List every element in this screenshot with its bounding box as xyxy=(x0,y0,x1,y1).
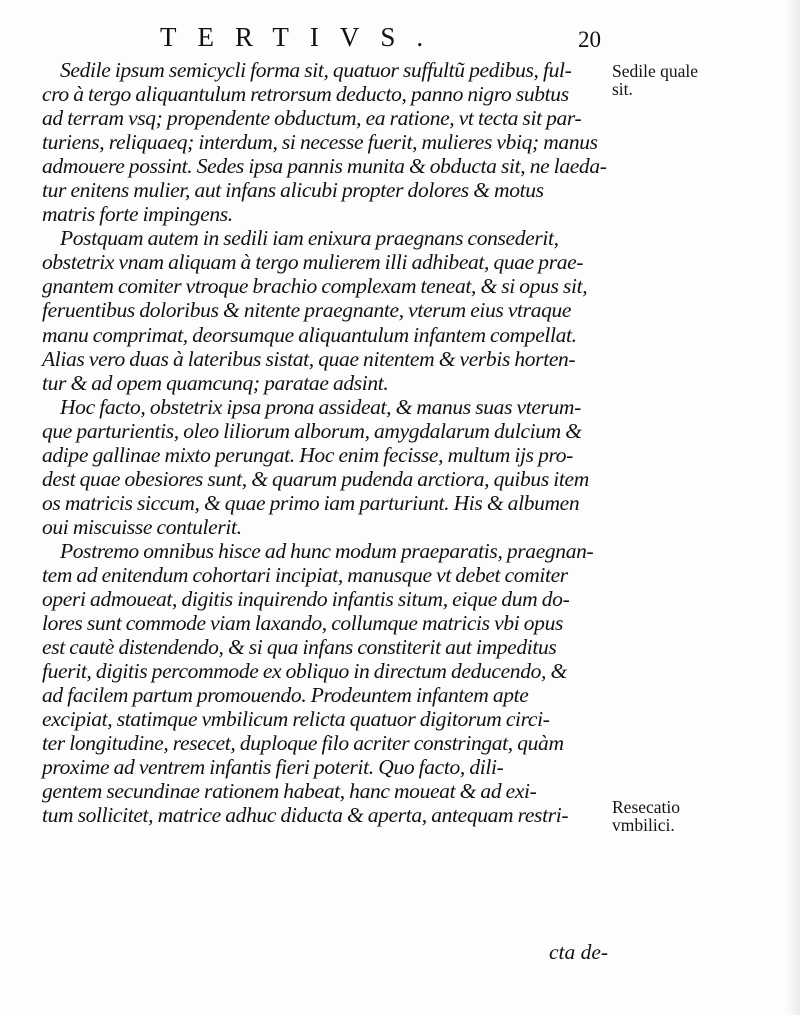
text-line: tur enitens mulier, aut infans alicubi propter dolores & motus xyxy=(42,178,544,203)
text-line: tem ad enitendum cohortari incipiat, manusque vt debet comiter xyxy=(42,562,568,587)
text-line: gnantem comiter vtroque brachio complexam teneat, & si opus sit, xyxy=(42,274,588,299)
text-line: feruentibus doloribus & nitente praegnante, vterum eius vtraque xyxy=(42,298,572,323)
text-line: ad terram vsq; propendente obductum, ea ratione, vt tecta sit par- xyxy=(42,106,582,131)
marginal-note-line: Sedile quale xyxy=(612,61,699,81)
text-line: ter longitudine, resecet, duploque filo acriter constringat, quàm xyxy=(42,731,564,756)
text-line: os matricis siccum, & quae primo iam parturiunt. His & albumen xyxy=(42,490,580,515)
text-line: matris forte impingens. xyxy=(42,202,233,227)
marginal-note-line: sit. xyxy=(612,79,633,99)
running-head: TERTIVS. xyxy=(160,22,445,52)
text-line: Postquam autem in sedili iam enixura praegnans consederit, xyxy=(60,226,559,251)
text-line: Alias vero duas à lateribus sistat, quae nitentem & verbis horten- xyxy=(42,346,576,371)
text-line: proxime ad ventrem infantis fieri poterit. Quo facto, dili- xyxy=(42,755,504,780)
text-line: turiens, reliquaeq; interdum, si necesse fuerit, mulieres vbiq; manus xyxy=(42,130,598,155)
text-line: manu comprimat, deorsumque aliquantulum infantem compellat. xyxy=(42,322,577,347)
text-line: Postremo omnibus hisce ad hunc modum praeparatis, praegnan- xyxy=(60,538,594,563)
text-line: est cautè distendendo, & si qua infans constiterit aut impeditus xyxy=(42,635,557,660)
text-line: lores sunt commode viam laxando, collumque matricis vbi opus xyxy=(42,611,563,636)
text-line: Hoc facto, obstetrix ipsa prona assideat, & manus suas vterum- xyxy=(60,394,581,419)
marginal-note-line: Resecatio xyxy=(612,797,681,817)
text-line: dest quae obesiores sunt, & quarum pudenda arctiora, quibus item xyxy=(42,466,589,491)
text-line: admouere possint. Sedes ipsa pannis munita & obducta sit, ne laeda- xyxy=(42,154,607,179)
text-line: oui miscuisse contulerit. xyxy=(42,514,242,539)
text-line: excipiat, statimque vmbilicum relicta quatuor digitorum circi- xyxy=(42,707,550,732)
text-line: obstetrix vnam aliquam à tergo mulierem illi adhibeat, quae prae- xyxy=(42,250,584,275)
text-line: gentem secundinae rationem habeat, hanc moueat & ad exi- xyxy=(42,779,537,804)
marginal-note-sedile xyxy=(612,62,698,98)
text-line: que parturientis, oleo liliorum alborum, amygdalarum dulcium & xyxy=(42,418,582,443)
text-line: ad facilem partum promouendo. Prodeuntem infantem apte xyxy=(42,683,529,708)
page-gutter-shadow xyxy=(786,0,800,1015)
text-line: tur & ad opem quamcunq; paratae adsint. xyxy=(42,370,389,395)
main-text-block xyxy=(42,58,614,828)
page-number: 20 xyxy=(578,27,601,52)
marginal-note-resecatio xyxy=(612,798,680,834)
text-line: tum sollicitet, matrice adhuc diducta & aperta, antequam restri- xyxy=(42,803,569,828)
text-line: operi admoueat, digitis inquirendo infantis situm, eique dum do- xyxy=(42,587,570,612)
marginal-note-line: vmbilici. xyxy=(612,815,675,835)
catchword: cta de- xyxy=(549,940,609,964)
text-line: fuerit, digitis percommode ex obliquo in directum deducendo, & xyxy=(42,659,567,684)
text-line: cro à tergo aliquantulum retrorsum deducto, panno nigro subtus xyxy=(42,82,569,107)
text-line: Sedile ipsum semicycli forma sit, quatuor suffultũ pedibus, ful- xyxy=(60,58,572,82)
text-line: adipe gallinae mixto perungat. Hoc enim fecisse, multum ijs pro- xyxy=(42,442,573,467)
